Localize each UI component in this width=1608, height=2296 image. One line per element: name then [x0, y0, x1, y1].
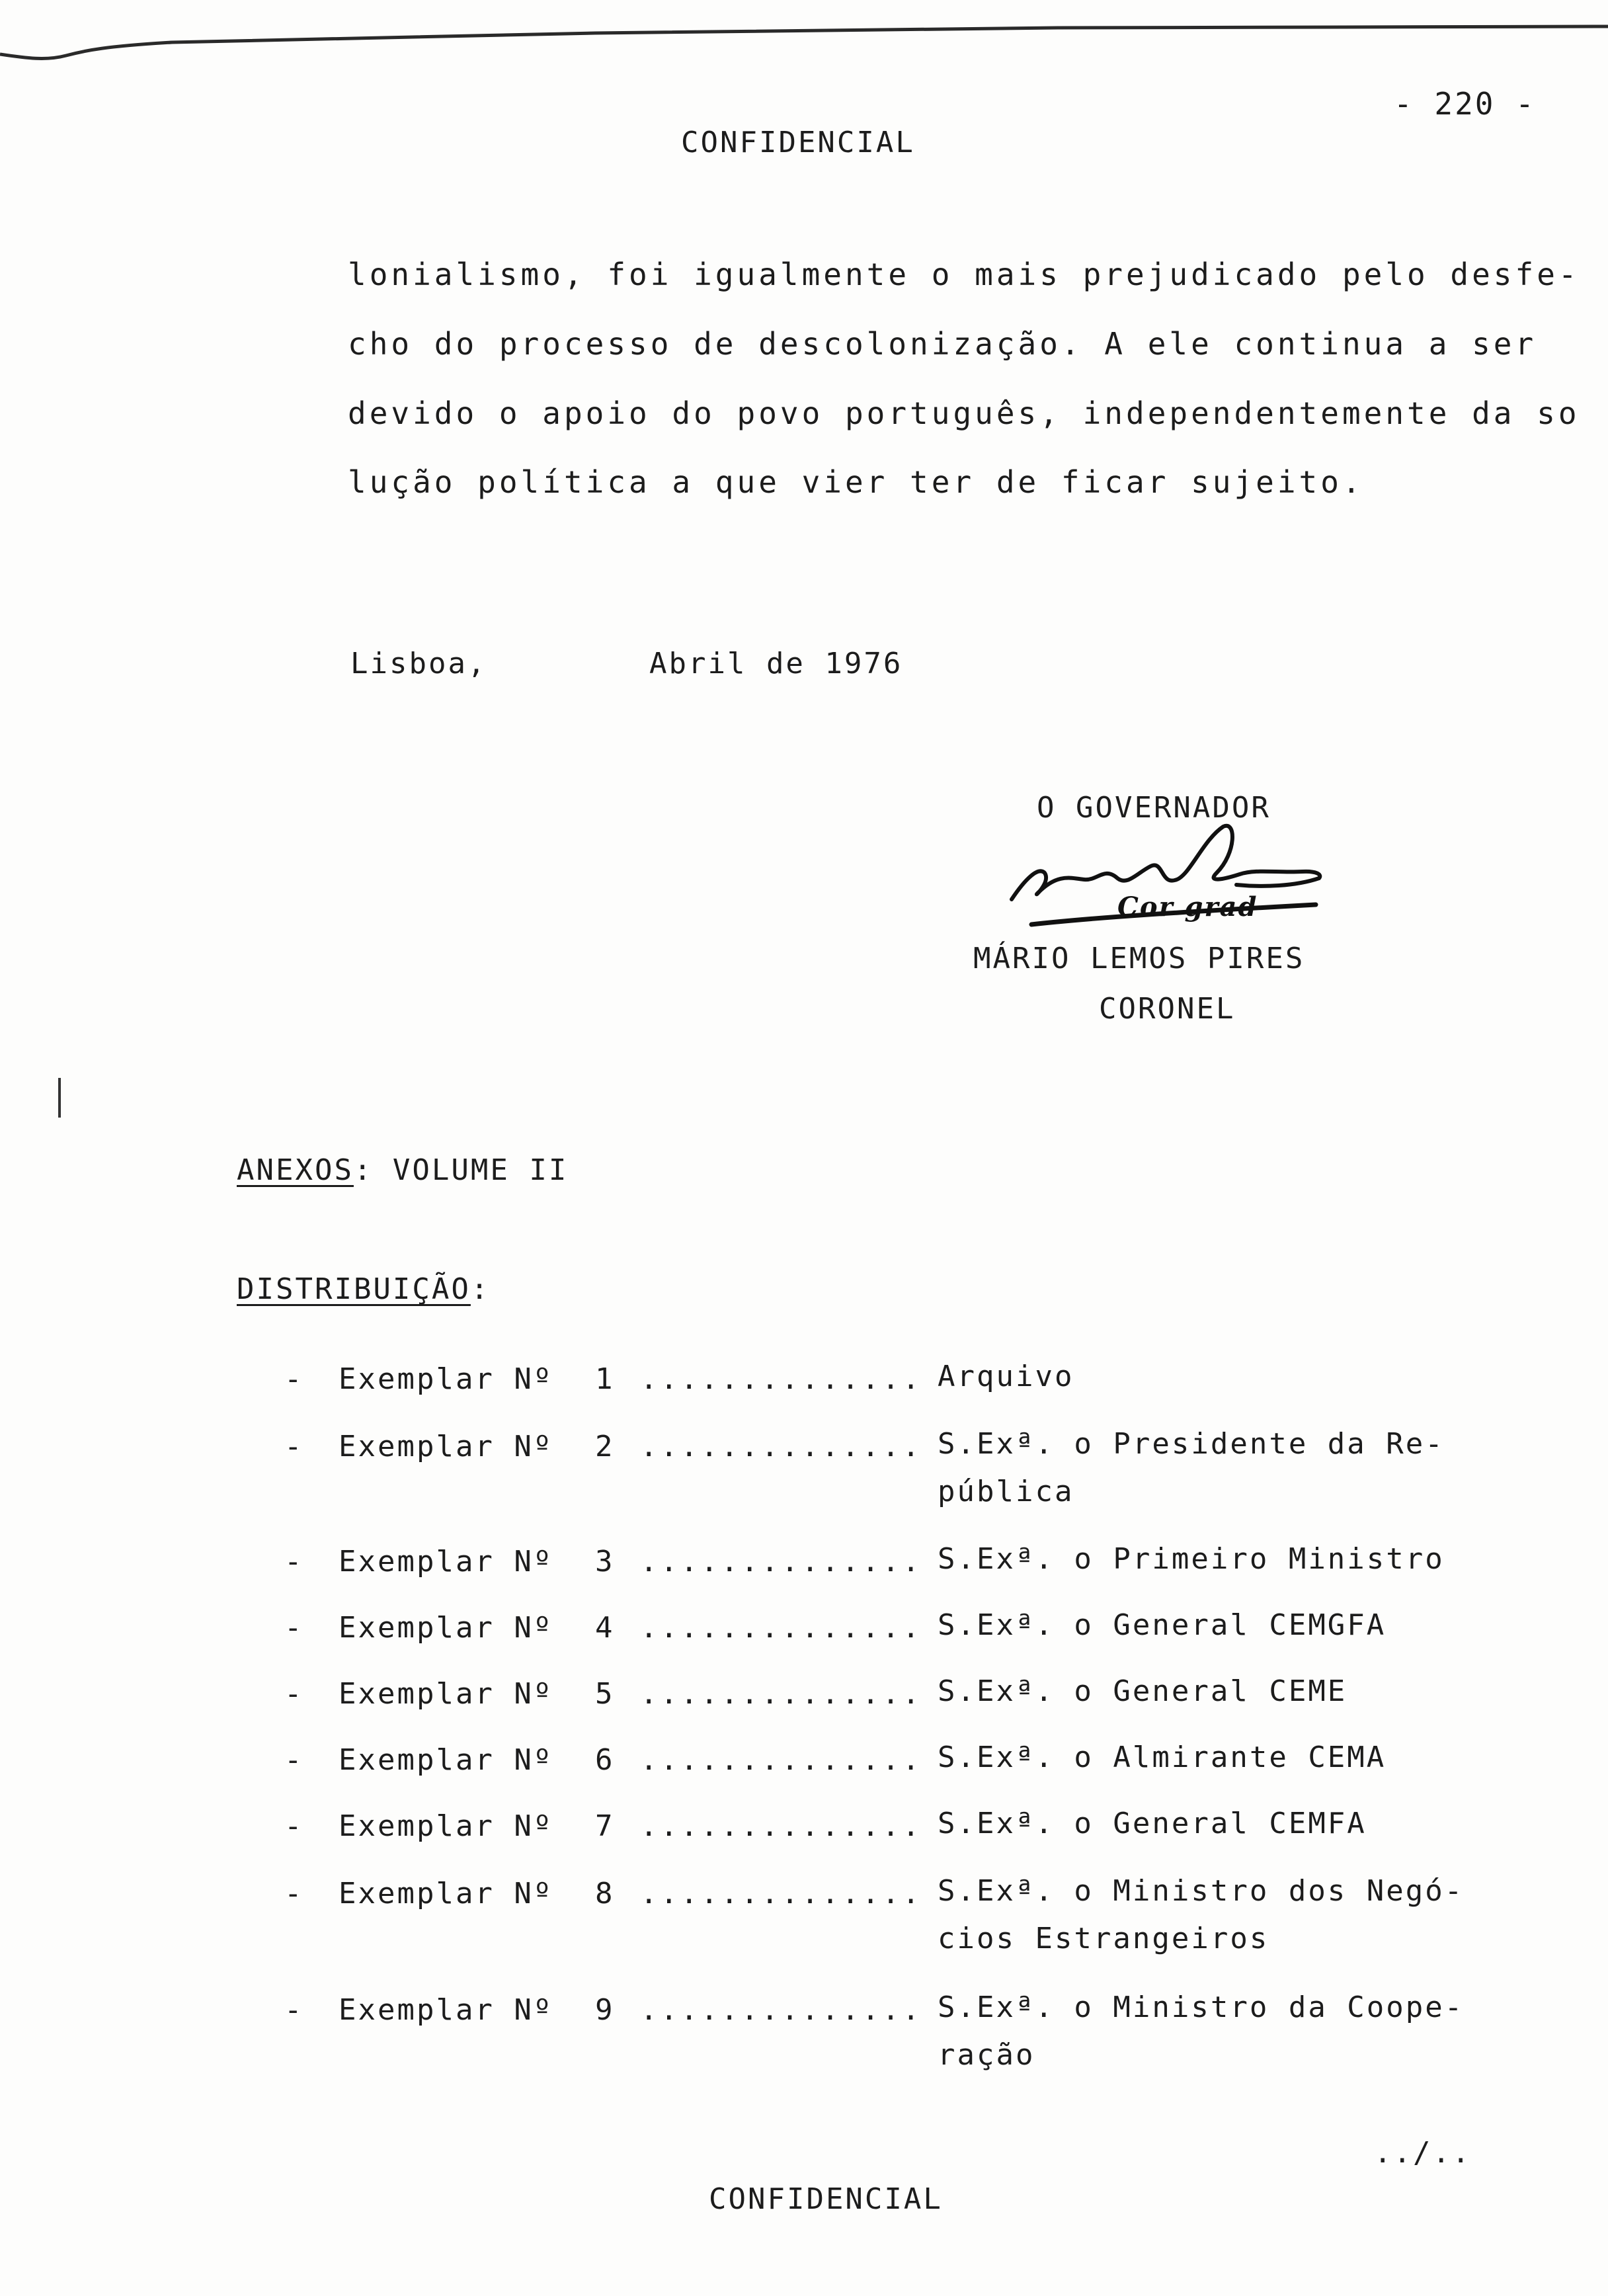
signatory-rank: CORONEL: [1099, 992, 1236, 1026]
list-item: [0, 1608, 1608, 1670]
annexes-value: : VOLUME II: [353, 1153, 569, 1187]
annexes-label: ANEXOS: [237, 1153, 354, 1187]
copy-label: Exemplar Nº: [339, 1743, 553, 1777]
leader-dots: ..............: [640, 1430, 922, 1463]
copy-label: Exemplar Nº: [339, 1611, 553, 1645]
body-line-4: lução política a que vier ter de ficar sujeito.: [348, 464, 1364, 500]
body-line-2: cho do processo de descolonização. A ele continua a ser: [348, 326, 1537, 362]
recipient-line-2: ração: [938, 2038, 1035, 2072]
recipient: [938, 1734, 1386, 1782]
list-item: [0, 1362, 1608, 1422]
distribution-suffix: :: [470, 1272, 491, 1306]
recipient-line-2: cios Estrangeiros: [938, 1922, 1269, 1955]
recipient: [938, 1420, 1445, 1516]
copy-number: 9: [595, 1993, 613, 2027]
copy-number: 6: [595, 1743, 613, 1777]
copy-number: 7: [595, 1809, 613, 1843]
list-item: [0, 1743, 1608, 1803]
list-dash: -: [284, 1362, 302, 1396]
recipient: [938, 1668, 1347, 1715]
leader-dots: ..............: [640, 1545, 922, 1578]
leader-dots: ..............: [640, 1743, 922, 1777]
list-item: [0, 1990, 1608, 2072]
copy-label: Exemplar Nº: [339, 1545, 553, 1578]
annexes-line: [237, 1153, 568, 1187]
list-item: [0, 1809, 1608, 1869]
list-dash: -: [284, 1611, 302, 1645]
recipient-line-2: pública: [938, 1475, 1074, 1508]
signature-title: O GOVERNADOR: [1037, 791, 1271, 825]
copy-number: 4: [595, 1611, 613, 1645]
copy-number: 1: [595, 1362, 613, 1396]
signatory-name: MÁRIO LEMOS PIRES: [973, 942, 1305, 975]
recipient-line-1: S.Exª. o Presidente da Re-: [938, 1427, 1445, 1461]
copy-number: 2: [595, 1430, 613, 1463]
list-item: [0, 1427, 1608, 1508]
recipient-line-1: S.Exª. o General CEMFA: [938, 1807, 1367, 1840]
distribution-heading: [237, 1272, 490, 1306]
copy-number: 3: [595, 1545, 613, 1578]
distribution-label: DISTRIBUIÇÃO: [237, 1272, 471, 1306]
date: Abril de 1976: [649, 647, 903, 680]
list-dash: -: [284, 1430, 302, 1463]
page-number: - 220 -: [1394, 86, 1536, 122]
list-dash: -: [284, 1877, 302, 1910]
list-item: [0, 1874, 1608, 1955]
body-line-3: devido o apoio do povo português, independentemente da so: [348, 395, 1580, 431]
recipient: [938, 1984, 1464, 2079]
copy-label: Exemplar Nº: [339, 1809, 553, 1843]
recipient: [938, 1353, 1074, 1401]
margin-mark: [58, 1078, 61, 1118]
copy-label: Exemplar Nº: [339, 1430, 553, 1463]
copy-label: Exemplar Nº: [339, 1877, 553, 1910]
recipient-line-1: S.Exª. o Ministro dos Negó-: [938, 1874, 1465, 1908]
recipient-line-1: S.Exª. o Primeiro Ministro: [938, 1542, 1445, 1576]
list-dash: -: [284, 1677, 302, 1711]
classification-footer: CONFIDENCIAL: [709, 2182, 943, 2216]
copy-number: 8: [595, 1877, 613, 1910]
recipient: [938, 1800, 1367, 1848]
copy-number: 5: [595, 1677, 613, 1711]
recipient-line-1: Arquivo: [938, 1360, 1074, 1393]
leader-dots: ..............: [640, 1809, 922, 1843]
handwritten-note: Cor grad: [1117, 891, 1258, 922]
recipient-line-1: S.Exª. o General CEME: [938, 1674, 1347, 1708]
leader-dots: ..............: [640, 1877, 922, 1910]
leader-dots: ..............: [640, 1677, 922, 1711]
recipient: [938, 1602, 1386, 1649]
recipient-line-1: S.Exª. o General CEMGFA: [938, 1608, 1387, 1642]
recipient: [938, 1867, 1464, 1963]
leader-dots: ..............: [640, 1362, 922, 1396]
scan-edge-line: [0, 0, 1608, 79]
leader-dots: ..............: [640, 1611, 922, 1645]
list-dash: -: [284, 1743, 302, 1777]
recipient-line-1: S.Exª. o Almirante CEMA: [938, 1741, 1387, 1774]
recipient-line-1: S.Exª. o Ministro da Coope-: [938, 1990, 1465, 2024]
list-item: [0, 1674, 1608, 1737]
recipient: [938, 1536, 1445, 1583]
list-item: [0, 1542, 1608, 1604]
body-line-1: lonialismo, foi igualmente o mais prejudicado pelo desfe-: [348, 257, 1580, 292]
list-dash: -: [284, 1993, 302, 2027]
leader-dots: ..............: [640, 1993, 922, 2027]
handwritten-signature: [985, 800, 1329, 946]
classification-header: CONFIDENCIAL: [681, 126, 915, 159]
copy-label: Exemplar Nº: [339, 1993, 553, 2027]
copy-label: Exemplar Nº: [339, 1362, 553, 1396]
copy-label: Exemplar Nº: [339, 1677, 553, 1711]
list-dash: -: [284, 1809, 302, 1843]
place: Lisboa,: [350, 647, 487, 680]
continuation-mark: ../..: [1374, 2136, 1472, 2170]
list-dash: -: [284, 1545, 302, 1578]
